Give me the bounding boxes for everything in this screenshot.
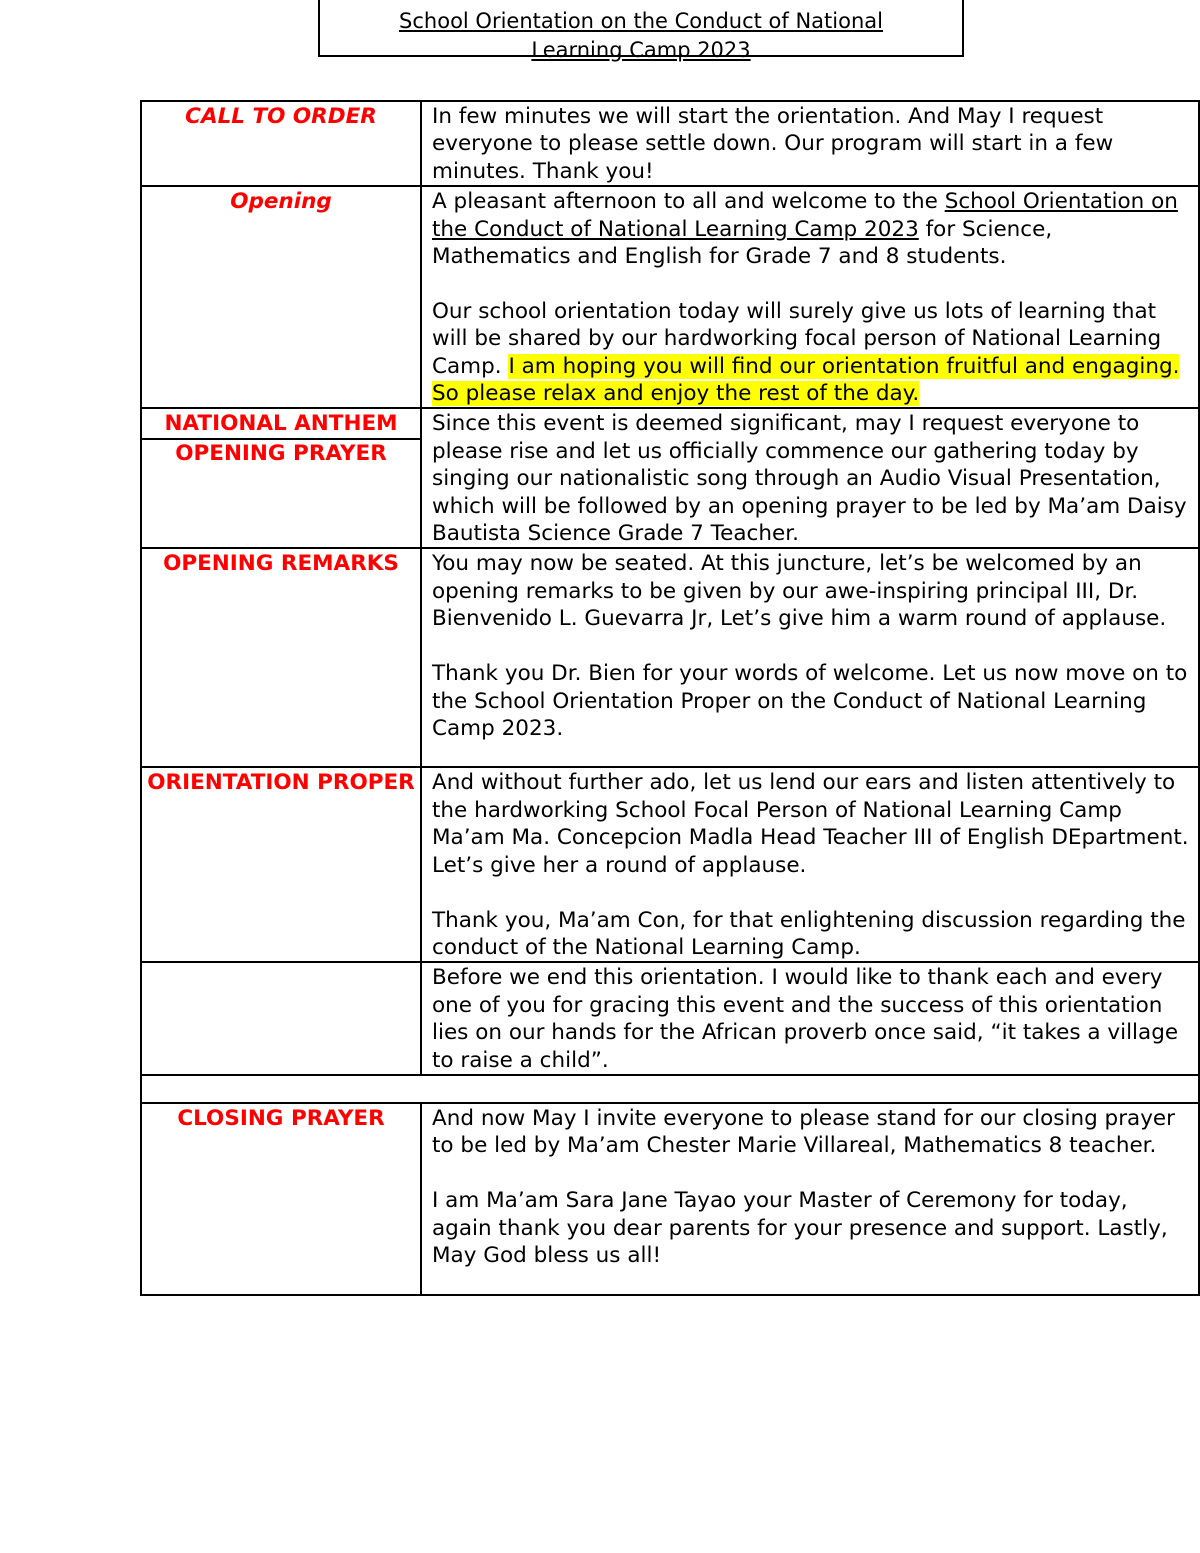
table-row <box>141 767 1199 962</box>
row-text <box>421 548 1199 767</box>
label-opening-prayer: OPENING PRAYER <box>175 440 387 466</box>
label-orientation-proper: ORIENTATION PROPER <box>141 767 421 962</box>
label-closing-prayer: CLOSING PRAYER <box>141 1103 421 1295</box>
table-row <box>141 101 1199 186</box>
highlighted-text: I am hoping you will find our orientation fruitful and engaging. So please relax and enjoy the rest of the day. <box>432 353 1180 407</box>
paragraph: Thank you, Ma’am Con, for that enlightening discussion regarding the conduct of the National Learning Camp. <box>432 907 1186 960</box>
paragraph: Since this event is deemed significant, may I request everyone to please rise and let us officially commence our gathering today by singing our nationalistic song through an Audio Visual Presentation, which will be followed by an opening prayer to be led by Ma’am Daisy Bautista Science Grade 7 Teacher. <box>432 411 1187 547</box>
row-text <box>421 767 1199 962</box>
label-call-to-order: CALL TO ORDER <box>141 101 421 186</box>
paragraph: In few minutes we will start the orientation. And May I request everyone to please settle down. Our program will start in a few minutes. Thank you! <box>432 104 1114 184</box>
row-text <box>421 186 1199 408</box>
paragraph-text: for Science, Mathematics and English for Grade 7 and 8 students. <box>432 216 1053 270</box>
label-national-anthem: NATIONAL ANTHEM <box>140 410 422 439</box>
paragraph: Thank you Dr. Bien for your words of welcome. Let us now move on to the School Orientation Proper on the Conduct of National Learning Camp 2023. <box>432 661 1188 741</box>
row-text <box>421 962 1199 1075</box>
table-row <box>141 1103 1199 1295</box>
label-opening-remarks: OPENING REMARKS <box>141 548 421 767</box>
paragraph: Before we end this orientation. I would like to thank each and every one of you for gracing this event and the success of this orientation lies on our hands for the African proverb once said, “it takes a village to raise a child”. <box>432 965 1179 1073</box>
paragraph: And without further ado, let us lend our ears and listen attentively to the hardworking School Focal Person of National Learning Camp Ma’am Ma. Concepcion Madla Head Teacher III of English DEpartment. Let’s give her a round of applause. <box>432 770 1189 878</box>
label-empty <box>141 962 421 1075</box>
label-anthem-prayer-cell <box>141 408 421 548</box>
table-row <box>141 408 1199 548</box>
paragraph-text: A pleasant afternoon to all and welcome to the <box>432 189 945 215</box>
paragraph-text: Our school orientation today will surely give us lots of learning that will be shared by our hardworking focal person of National Learning Camp. <box>432 298 1162 379</box>
row-text <box>421 101 1199 186</box>
label-opening: Opening <box>141 186 421 408</box>
row-text <box>421 1103 1199 1295</box>
program-table <box>140 100 1200 1296</box>
spacer-cell <box>141 1075 1199 1103</box>
paragraph <box>432 188 1194 270</box>
event-name-underlined: School Orientation on the Conduct of National Learning Camp 2023 <box>432 189 1178 242</box>
table-row <box>141 962 1199 1075</box>
row-text <box>421 408 1199 548</box>
title-line-2: Learning Camp 2023 <box>531 38 751 62</box>
spacer-row <box>141 1075 1199 1103</box>
paragraph: And now May I invite everyone to please stand for our closing prayer to be led by Ma’am Chester Marie Villareal, Mathematics 8 teacher. <box>432 1105 1175 1159</box>
paragraph: You may now be seated. At this juncture, let’s be welcomed by an opening remarks to be given by our awe-inspiring principal III, Dr. Bienvenido L. Guevarra Jr, Let’s give him a warm round of applause. <box>432 551 1167 632</box>
table-row <box>141 186 1199 408</box>
title-line-1: School Orientation on the Conduct of National <box>399 9 883 33</box>
paragraph <box>432 298 1194 408</box>
document-title <box>318 0 964 62</box>
table-row <box>141 548 1199 767</box>
paragraph: I am Ma’am Sara Jane Tayao your Master of Ceremony for today, again thank you dear parents for your presence and support. Lastly, May God bless us all! <box>432 1188 1168 1268</box>
